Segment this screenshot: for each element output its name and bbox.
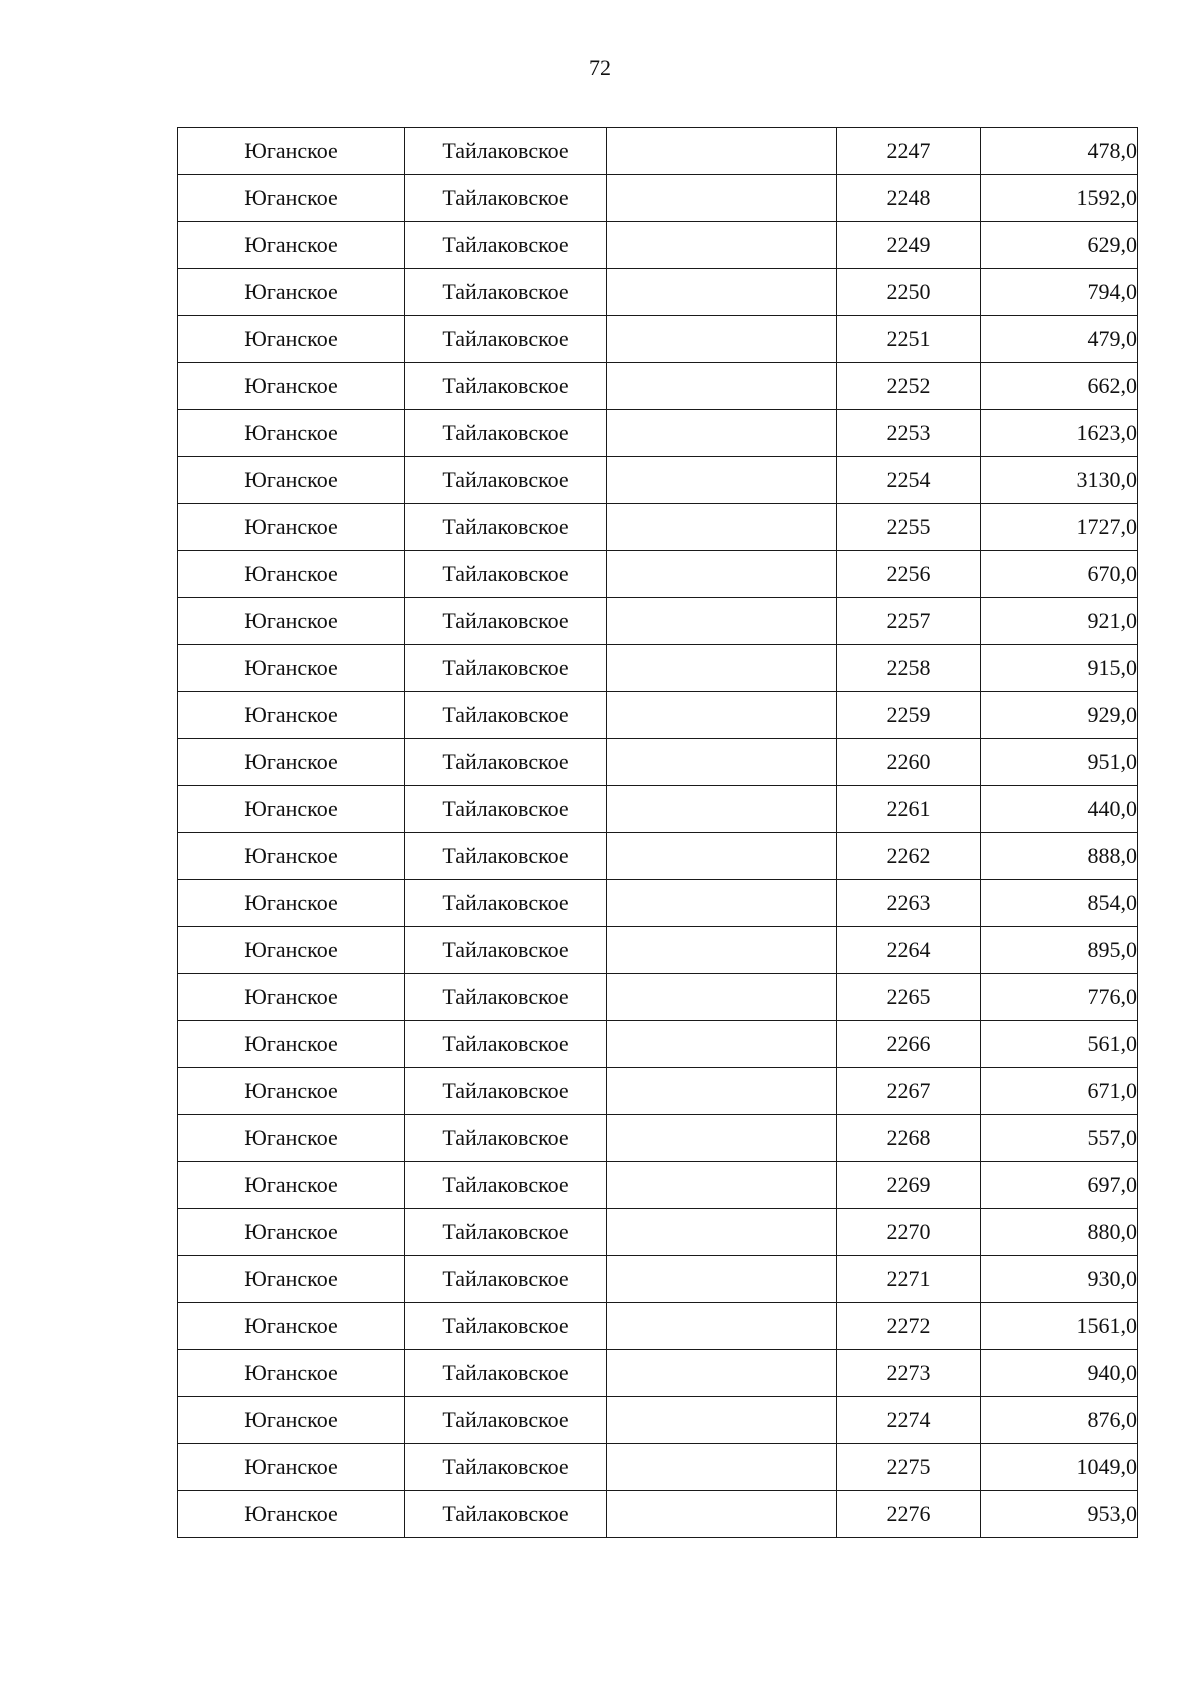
area-cell: Тайлаковское: [405, 551, 607, 598]
number-cell: 2267: [837, 1068, 981, 1115]
value-cell: 951,0: [981, 739, 1138, 786]
area-cell: Тайлаковское: [405, 880, 607, 927]
field-cell: Юганское: [178, 1397, 405, 1444]
note-cell: [607, 269, 837, 316]
value-cell: 794,0: [981, 269, 1138, 316]
field-cell: Юганское: [178, 269, 405, 316]
value-cell: 697,0: [981, 1162, 1138, 1209]
note-cell: [607, 1021, 837, 1068]
value-cell: 1623,0: [981, 410, 1138, 457]
area-cell: Тайлаковское: [405, 974, 607, 1021]
table-row: [178, 1491, 1138, 1538]
note-cell: [607, 175, 837, 222]
number-cell: 2255: [837, 504, 981, 551]
number-cell: 2276: [837, 1491, 981, 1538]
area-cell: Тайлаковское: [405, 1256, 607, 1303]
table-row: [178, 128, 1138, 175]
note-cell: [607, 880, 837, 927]
field-cell: Юганское: [178, 1444, 405, 1491]
table-row: [178, 645, 1138, 692]
number-cell: 2269: [837, 1162, 981, 1209]
area-cell: Тайлаковское: [405, 410, 607, 457]
table-row: [178, 222, 1138, 269]
note-cell: [607, 786, 837, 833]
table-row: [178, 316, 1138, 363]
table-row: [178, 598, 1138, 645]
value-cell: 478,0: [981, 128, 1138, 175]
table-row: [178, 1256, 1138, 1303]
note-cell: [607, 504, 837, 551]
value-cell: 561,0: [981, 1021, 1138, 1068]
table-row: [178, 833, 1138, 880]
note-cell: [607, 1115, 837, 1162]
table-row: [178, 175, 1138, 222]
number-cell: 2273: [837, 1350, 981, 1397]
table-row: [178, 927, 1138, 974]
field-cell: Юганское: [178, 504, 405, 551]
value-cell: 440,0: [981, 786, 1138, 833]
value-cell: 953,0: [981, 1491, 1138, 1538]
value-cell: 557,0: [981, 1115, 1138, 1162]
table-row: [178, 269, 1138, 316]
table-row: [178, 1021, 1138, 1068]
number-cell: 2265: [837, 974, 981, 1021]
area-cell: Тайлаковское: [405, 222, 607, 269]
field-cell: Юганское: [178, 974, 405, 1021]
field-cell: Юганское: [178, 833, 405, 880]
note-cell: [607, 1068, 837, 1115]
field-cell: Юганское: [178, 1491, 405, 1538]
area-cell: Тайлаковское: [405, 269, 607, 316]
table-row: [178, 410, 1138, 457]
note-cell: [607, 1209, 837, 1256]
area-cell: Тайлаковское: [405, 1021, 607, 1068]
table-row: [178, 1115, 1138, 1162]
field-cell: Юганское: [178, 1115, 405, 1162]
table-row: [178, 551, 1138, 598]
table-row: [178, 1209, 1138, 1256]
number-cell: 2261: [837, 786, 981, 833]
area-cell: Тайлаковское: [405, 363, 607, 410]
number-cell: 2268: [837, 1115, 981, 1162]
value-cell: 854,0: [981, 880, 1138, 927]
number-cell: 2247: [837, 128, 981, 175]
value-cell: 930,0: [981, 1256, 1138, 1303]
field-cell: Юганское: [178, 1350, 405, 1397]
field-cell: Юганское: [178, 1021, 405, 1068]
value-cell: 479,0: [981, 316, 1138, 363]
area-cell: Тайлаковское: [405, 1068, 607, 1115]
table-row: [178, 880, 1138, 927]
note-cell: [607, 645, 837, 692]
note-cell: [607, 222, 837, 269]
area-cell: Тайлаковское: [405, 128, 607, 175]
field-cell: Юганское: [178, 880, 405, 927]
area-cell: Тайлаковское: [405, 1115, 607, 1162]
value-cell: 929,0: [981, 692, 1138, 739]
value-cell: 921,0: [981, 598, 1138, 645]
area-cell: Тайлаковское: [405, 1350, 607, 1397]
value-cell: 1727,0: [981, 504, 1138, 551]
area-cell: Тайлаковское: [405, 692, 607, 739]
field-cell: Юганское: [178, 598, 405, 645]
number-cell: 2253: [837, 410, 981, 457]
value-cell: 888,0: [981, 833, 1138, 880]
value-cell: 895,0: [981, 927, 1138, 974]
number-cell: 2251: [837, 316, 981, 363]
note-cell: [607, 551, 837, 598]
value-cell: 776,0: [981, 974, 1138, 1021]
number-cell: 2259: [837, 692, 981, 739]
table-row: [178, 363, 1138, 410]
value-cell: 915,0: [981, 645, 1138, 692]
table-row: [178, 1162, 1138, 1209]
area-cell: Тайлаковское: [405, 175, 607, 222]
number-cell: 2254: [837, 457, 981, 504]
field-cell: Юганское: [178, 316, 405, 363]
field-cell: Юганское: [178, 1303, 405, 1350]
table-row: [178, 504, 1138, 551]
area-cell: Тайлаковское: [405, 786, 607, 833]
number-cell: 2256: [837, 551, 981, 598]
table-row: [178, 974, 1138, 1021]
value-cell: 670,0: [981, 551, 1138, 598]
value-cell: 1592,0: [981, 175, 1138, 222]
note-cell: [607, 1350, 837, 1397]
note-cell: [607, 833, 837, 880]
field-cell: Юганское: [178, 1209, 405, 1256]
area-cell: Тайлаковское: [405, 645, 607, 692]
field-cell: Юганское: [178, 1162, 405, 1209]
value-cell: 629,0: [981, 222, 1138, 269]
note-cell: [607, 1256, 837, 1303]
field-cell: Юганское: [178, 457, 405, 504]
data-table: [177, 127, 1138, 1538]
value-cell: 671,0: [981, 1068, 1138, 1115]
table-row: [178, 1303, 1138, 1350]
area-cell: Тайлаковское: [405, 1303, 607, 1350]
area-cell: Тайлаковское: [405, 1209, 607, 1256]
area-cell: Тайлаковское: [405, 1444, 607, 1491]
area-cell: Тайлаковское: [405, 504, 607, 551]
table-row: [178, 1350, 1138, 1397]
note-cell: [607, 1162, 837, 1209]
area-cell: Тайлаковское: [405, 927, 607, 974]
field-cell: Юганское: [178, 363, 405, 410]
area-cell: Тайлаковское: [405, 316, 607, 363]
field-cell: Юганское: [178, 1068, 405, 1115]
number-cell: 2250: [837, 269, 981, 316]
number-cell: 2248: [837, 175, 981, 222]
page-number: 72: [589, 55, 611, 80]
note-cell: [607, 1444, 837, 1491]
note-cell: [607, 316, 837, 363]
number-cell: 2270: [837, 1209, 981, 1256]
note-cell: [607, 457, 837, 504]
field-cell: Юганское: [178, 786, 405, 833]
number-cell: 2271: [837, 1256, 981, 1303]
note-cell: [607, 410, 837, 457]
note-cell: [607, 739, 837, 786]
field-cell: Юганское: [178, 410, 405, 457]
note-cell: [607, 1491, 837, 1538]
note-cell: [607, 692, 837, 739]
area-cell: Тайлаковское: [405, 598, 607, 645]
value-cell: 1561,0: [981, 1303, 1138, 1350]
number-cell: 2262: [837, 833, 981, 880]
number-cell: 2274: [837, 1397, 981, 1444]
number-cell: 2252: [837, 363, 981, 410]
table-row: [178, 1444, 1138, 1491]
value-cell: 1049,0: [981, 1444, 1138, 1491]
field-cell: Юганское: [178, 645, 405, 692]
field-cell: Юганское: [178, 739, 405, 786]
number-cell: 2257: [837, 598, 981, 645]
number-cell: 2263: [837, 880, 981, 927]
value-cell: 876,0: [981, 1397, 1138, 1444]
note-cell: [607, 1303, 837, 1350]
number-cell: 2266: [837, 1021, 981, 1068]
note-cell: [607, 927, 837, 974]
note-cell: [607, 1397, 837, 1444]
value-cell: 940,0: [981, 1350, 1138, 1397]
table-row: [178, 692, 1138, 739]
area-cell: Тайлаковское: [405, 457, 607, 504]
field-cell: Юганское: [178, 692, 405, 739]
table-body: [178, 128, 1138, 1538]
value-cell: 662,0: [981, 363, 1138, 410]
table-row: [178, 786, 1138, 833]
field-cell: Юганское: [178, 175, 405, 222]
note-cell: [607, 363, 837, 410]
area-cell: Тайлаковское: [405, 1397, 607, 1444]
table-row: [178, 1397, 1138, 1444]
number-cell: 2272: [837, 1303, 981, 1350]
note-cell: [607, 974, 837, 1021]
field-cell: Юганское: [178, 222, 405, 269]
number-cell: 2275: [837, 1444, 981, 1491]
field-cell: Юганское: [178, 927, 405, 974]
number-cell: 2260: [837, 739, 981, 786]
area-cell: Тайлаковское: [405, 1162, 607, 1209]
area-cell: Тайлаковское: [405, 739, 607, 786]
table-row: [178, 1068, 1138, 1115]
number-cell: 2264: [837, 927, 981, 974]
table-row: [178, 457, 1138, 504]
field-cell: Юганское: [178, 128, 405, 175]
number-cell: 2258: [837, 645, 981, 692]
note-cell: [607, 598, 837, 645]
value-cell: 3130,0: [981, 457, 1138, 504]
field-cell: Юганское: [178, 551, 405, 598]
table-row: [178, 739, 1138, 786]
area-cell: Тайлаковское: [405, 1491, 607, 1538]
number-cell: 2249: [837, 222, 981, 269]
field-cell: Юганское: [178, 1256, 405, 1303]
note-cell: [607, 128, 837, 175]
area-cell: Тайлаковское: [405, 833, 607, 880]
value-cell: 880,0: [981, 1209, 1138, 1256]
